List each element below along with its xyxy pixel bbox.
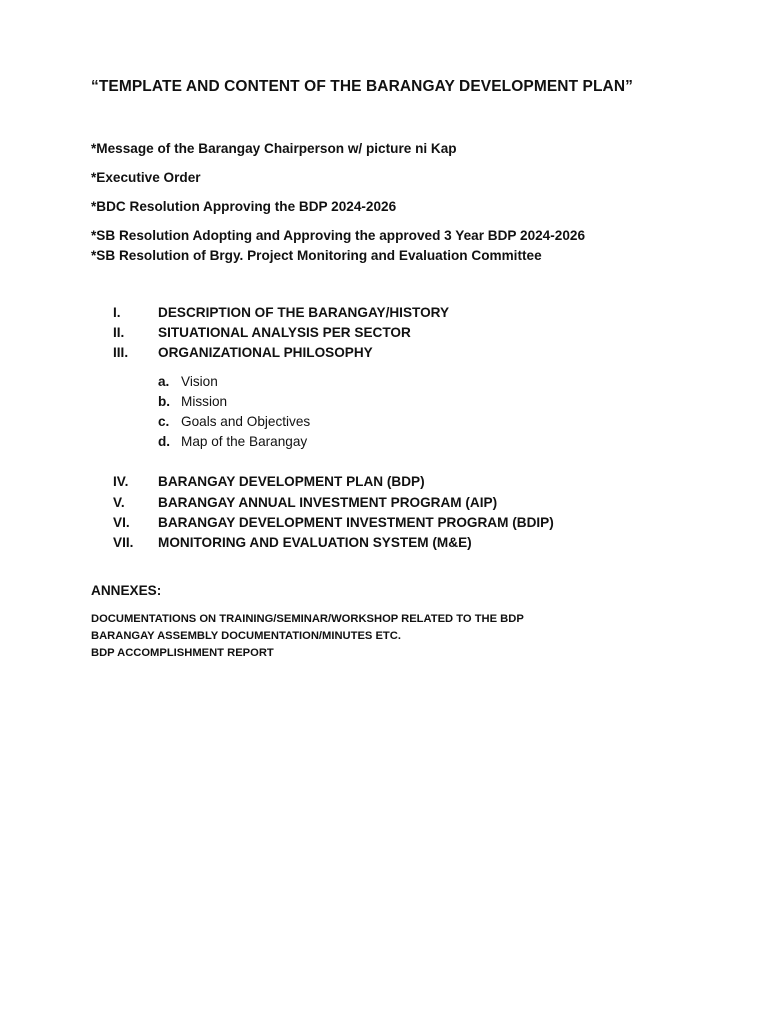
philosophy-letter: b. [158,394,171,409]
philosophy-text: Vision [181,374,218,389]
requirement-sb-resolution-monitoring: *SB Resolution of Brgy. Project Monitoring and Evaluation Committee [91,248,542,263]
philosophy-text: Map of the Barangay [181,434,308,449]
outline-number: VII. [113,535,134,550]
outline-number: VI. [113,515,130,530]
philosophy-letter: d. [158,434,171,449]
requirement-executive-order: *Executive Order [91,170,201,185]
document-title: “TEMPLATE AND CONTENT OF THE BARANGAY DEVELOPMENT PLAN” [91,78,633,95]
annex-item: BDP ACCOMPLISHMENT REPORT [91,647,274,659]
outline-text: BARANGAY DEVELOPMENT PLAN (BDP) [158,474,425,489]
outline-number: II. [113,325,125,340]
outline-text: BARANGAY ANNUAL INVESTMENT PROGRAM (AIP) [158,495,498,510]
philosophy-letter: c. [158,414,170,429]
outline-text: ORGANIZATIONAL PHILOSOPHY [158,345,373,360]
annex-item: DOCUMENTATIONS ON TRAINING/SEMINAR/WORKSHOP RELATED TO THE BDP [91,613,524,625]
requirement-sb-resolution-adopting: *SB Resolution Adopting and Approving the approved 3 Year BDP 2024-2026 [91,228,586,243]
annexes-heading: ANNEXES: [91,583,162,598]
annex-item: BARANGAY ASSEMBLY DOCUMENTATION/MINUTES ETC. [91,630,401,642]
philosophy-text: Goals and Objectives [181,414,311,429]
outline-text: BARANGAY DEVELOPMENT INVESTMENT PROGRAM (BDIP) [158,515,554,530]
philosophy-letter: a. [158,374,170,389]
requirement-chairperson-message: *Message of the Barangay Chairperson w/ picture ni Kap [91,141,457,156]
outline-text: SITUATIONAL ANALYSIS PER SECTOR [158,325,411,340]
outline-number: I. [113,305,121,320]
outline-number: III. [113,345,129,360]
philosophy-text: Mission [181,394,228,409]
outline-text: DESCRIPTION OF THE BARANGAY/HISTORY [158,305,450,320]
requirement-bdc-resolution: *BDC Resolution Approving the BDP 2024-2026 [91,199,397,214]
outline-number: V. [113,495,125,510]
outline-number: IV. [113,474,129,489]
outline-text: MONITORING AND EVALUATION SYSTEM (M&E) [158,535,472,550]
